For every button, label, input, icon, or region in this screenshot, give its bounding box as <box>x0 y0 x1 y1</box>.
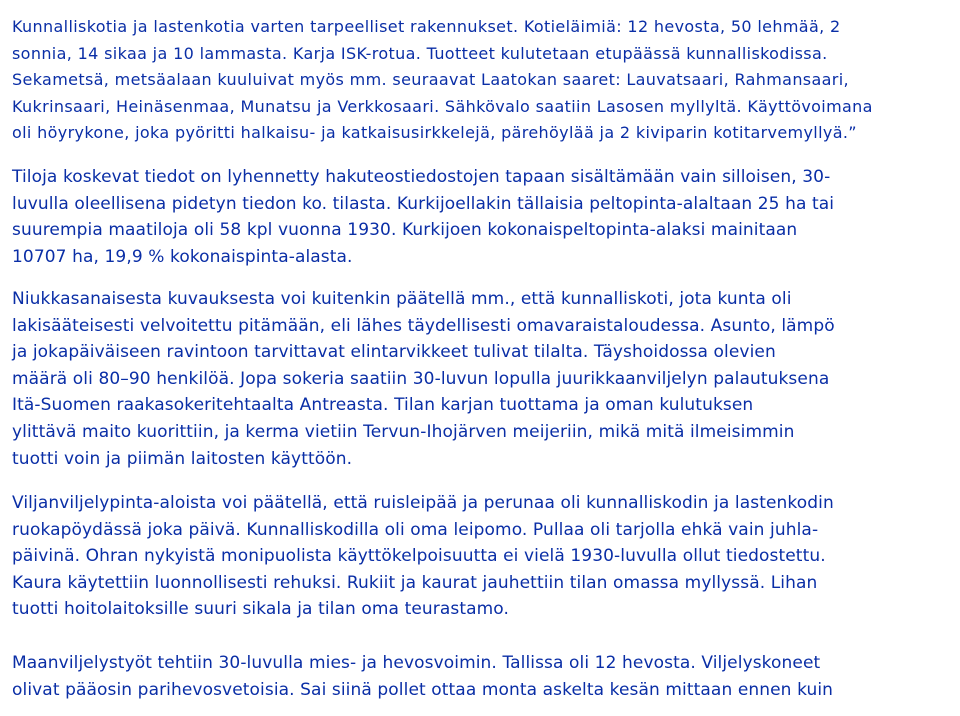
paragraph-crops <box>12 490 952 623</box>
text-line: olivat pääosin parihevosvetoisia. Sai siinä pollet ottaa monta askelta kesän mittaan ennen kuin <box>12 679 834 700</box>
text-line: Kunnalliskotia ja lastenkotia varten tarpeelliset rakennukset. Kotieläimiä: 12 hevosta, 50 lehmää, 2 <box>12 17 841 36</box>
text-line: Sekametsä, metsäalaan kuuluivat myös mm. seuraavat Laatokan saaret: Lauvatsaari, Rahmansaari, <box>12 70 849 89</box>
text-line: oli höyrykone, joka pyöritti halkaisu- ja katkaisusirkkelejä, pärehöylää ja 2 kiviparin kotitarvemyllyä.” <box>12 123 857 142</box>
text-line: lakisääteisesti velvoitettu pitämään, eli lähes täydellisesti omavaraistaloudessa. Asunto, lämpö <box>12 315 835 336</box>
text-line: määrä oli 80–90 henkilöä. Jopa sokeria saatiin 30-luvun lopulla juurikkaanviljelyn palautuksena <box>12 368 830 389</box>
text-line: tuotti hoitolaitoksille suuri sikala ja tilan oma teurastamo. <box>12 599 509 620</box>
paragraph-field-work <box>12 650 952 703</box>
text-line: sonnia, 14 sikaa ja 10 lammasta. Karja ISK-rotua. Tuotteet kulutetaan etupäässä kunnalliskodissa. <box>12 43 828 63</box>
text-line: tuotti voin ja piimän laitosten käyttöön. <box>12 448 353 469</box>
paragraph-self-sufficiency <box>12 286 952 472</box>
text-line: Viljanviljelypinta-aloista voi päätellä, että ruisleipää ja perunaa oli kunnalliskodin ja lastenkodin <box>12 493 834 513</box>
paragraph-farm-statistics <box>12 164 952 270</box>
text-line: luvulla oleellisena pidetyn tiedon ko. tilasta. Kurkijoellakin tällaisia peltopinta-alaltaan 25 ha tai <box>12 193 835 214</box>
text-line: ruokapöydässä joka päivä. Kunnalliskodilla oli oma leipomo. Pullaa oli tarjolla ehkä vain juhla- <box>12 519 819 540</box>
text-line: Maanviljelystyöt tehtiin 30-luvulla mies- ja hevosvoimin. Tallissa oli 12 hevosta. Viljelyskoneet <box>12 653 821 673</box>
text-line: Itä-Suomen raakasokeritehtaalta Antreasta. Tilan karjan tuottama ja oman kulutuksen <box>12 395 754 416</box>
text-line: Kukrinsaari, Heinäsenmaa, Munatsu ja Verkkosaari. Sähkövalo saatiin Lasosen myllyltä. Käyttövoimana <box>12 96 873 116</box>
text-line: Kaura käytettiin luonnollisesti rehuksi. Rukiit ja kaurat jauhettiin tilan omassa myllyssä. Lihan <box>12 572 818 593</box>
text-line: Tiloja koskevat tiedot on lyhennetty hakuteostiedostojen tapaan sisältämään vain silloisen, 30- <box>12 167 831 187</box>
text-line: 10707 ha, 19,9 % kokonaispinta-alasta. <box>12 246 353 267</box>
text-line: suurempia maatiloja oli 58 kpl vuonna 1930. Kurkijoen kokonaispeltopinta-alaksi mainitaan <box>12 220 798 241</box>
paragraph-farm-description <box>12 14 952 147</box>
text-line: ylittävä maito kuorittiin, ja kerma vietiin Tervun-Ihojärven meijeriin, mikä mitä ilmeisimmin <box>12 421 795 442</box>
text-line: päivinä. Ohran nykyistä monipuolista käyttökelpoisuutta ei vielä 1930-luvulla ollut tiedostettu. <box>12 546 826 567</box>
text-line: Niukkasanaisesta kuvauksesta voi kuitenkin päätellä mm., että kunnalliskoti, jota kunta oli <box>12 289 792 309</box>
text-line: ja jokapäiväiseen ravintoon tarvittavat elintarvikkeet tulivat tilalta. Täyshoidossa olevien <box>12 342 776 363</box>
